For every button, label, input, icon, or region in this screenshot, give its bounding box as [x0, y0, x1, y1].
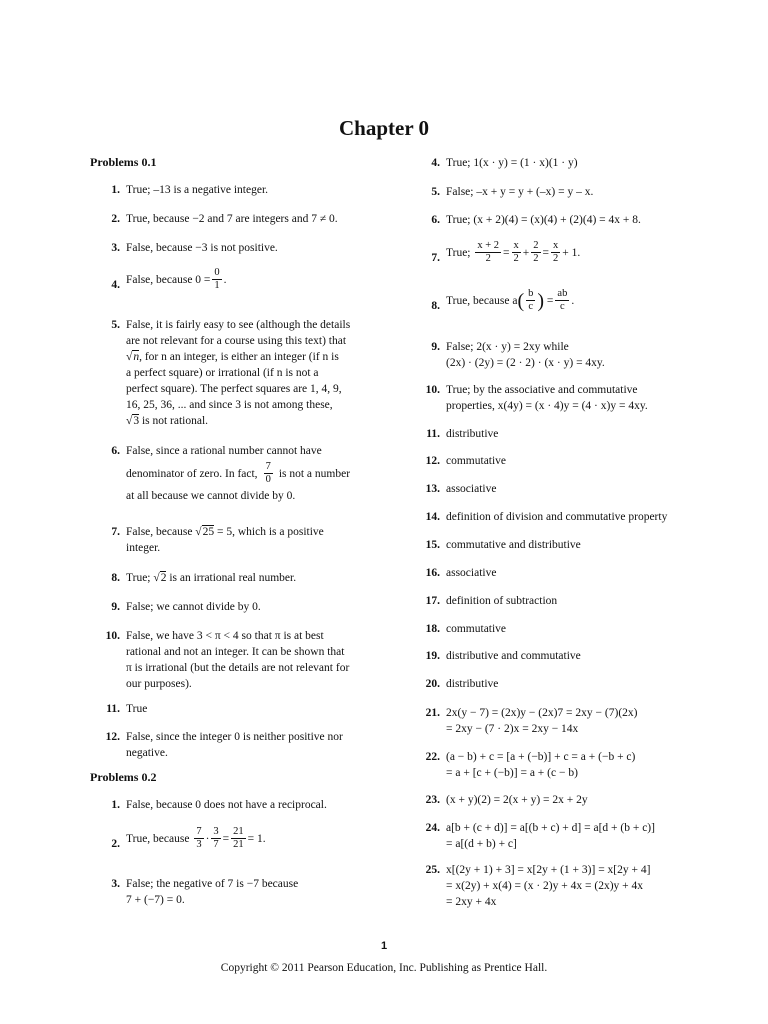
problem-number: 22.: [425, 751, 440, 763]
fraction: $\frac{x + 2}{2}$: [477, 240, 500, 264]
problem-number: 3.: [111, 878, 120, 890]
problem-text: True; √2 is an irrational real number.: [126, 572, 297, 584]
problem-number: 4.: [431, 157, 440, 169]
problem-text: (a − b) + c = [a + (−b)] + c = a + (−b + c) = a + [c + (−b)] = a + (c − b): [446, 751, 636, 779]
fraction: $\frac{7}{3}$: [196, 826, 202, 850]
problem-text: True; $\frac{x + 2}{2}$ = $\frac{x}{2}$ + $\frac{2}{2}$ = $\frac{x}{2}$ + 1.: [446, 240, 581, 264]
problem-text: definition of division and commutative property: [446, 511, 668, 523]
problem-text: True, because $\frac{7}{3}$ · $\frac{3}{7}$ = $\frac{21}{21}$ = 1.: [126, 826, 266, 850]
section-heading-0-2: Problems 0.2: [90, 770, 157, 784]
fraction: $\frac{2}{2}$: [533, 240, 539, 264]
problem-number: 10.: [105, 630, 120, 642]
problem-text: commutative: [446, 623, 507, 635]
problem-text: associative: [446, 483, 497, 495]
problem-number: 4.: [111, 279, 120, 291]
problem-number: 23.: [425, 794, 440, 806]
problem-text: False, because 0 =: [126, 273, 211, 286]
problem-text: definition of subtraction: [446, 595, 558, 607]
fraction: $\frac{x}{2}$: [553, 240, 559, 264]
problem-number: 11.: [426, 428, 440, 440]
problem-number: 8.: [431, 300, 440, 312]
problem-number: 24.: [425, 822, 440, 834]
chapter-title: Chapter 0: [338, 116, 430, 140]
problem-text: False, we have 3 < π < 4 so that π is at best rational and not an integer. It can be shown that π is irrational (but the details are not relevant for our purposes).: [126, 630, 350, 690]
problem-text: distributive and commutative: [446, 650, 581, 662]
problem-number: 5.: [111, 319, 120, 331]
problem-number: 15.: [425, 539, 440, 551]
problem-text: False; we cannot divide by 0.: [126, 601, 261, 613]
fraction: $\frac{0}{1}$: [214, 267, 220, 291]
problem-number: 2.: [111, 213, 120, 225]
problem-text: True; 1(x · y) = (1 · x)(1 · y): [446, 157, 578, 169]
problem-number: 21.: [425, 707, 440, 719]
fraction: $\frac{3}{7}$: [213, 826, 219, 850]
problem-number: 2.: [111, 838, 120, 850]
square-root: √2: [153, 572, 167, 584]
problem-number: 18.: [425, 623, 440, 635]
problem-number: 8.: [111, 572, 120, 584]
problem-number: 9.: [431, 341, 440, 353]
problem-number: 12.: [425, 455, 440, 467]
section-heading-0-1: Problems 0.1: [90, 155, 157, 169]
problem-text: a[b + (c + d)] = a[(b + c) + d] = a[d + (b + c)] = a[(d + b) + c]: [446, 822, 655, 850]
problem-text: True; (x + 2)(4) = (x)(4) + (2)(4) = 4x + 8.: [446, 214, 641, 226]
fraction: $\frac{b}{c}$: [528, 288, 534, 312]
problem-number: 12.: [105, 731, 120, 743]
problem-number: 5.: [431, 186, 440, 198]
problem-number: 11.: [106, 703, 120, 715]
problem-text: False; 2(x · y) = 2xy while (2x) · (2y) = (2 · 2) · (x · y) = 4xy.: [446, 341, 605, 369]
page-number: 1: [380, 940, 388, 952]
problem-number: 6.: [111, 445, 120, 457]
problem-text: False, it is fairly easy to see (although the details are not relevant for a course using this text) that √n, for n an integer, is either an integer (if n is a perfect square) or irrational (if n is not a perfect square). The perfect squares are 1, 4, 9, 16, 25, 36, ... and since 3 is not among these, √3 is not rational.: [126, 319, 351, 427]
problem-text: associative: [446, 567, 497, 579]
copyright-footer: Copyright © 2011 Pearson Education, Inc. Publishing as Prentice Hall.: [220, 962, 548, 974]
problem-text: 2x(y − 7) = (2x)y − (2x)7 = 2xy − (7)(2x) = 2xy − (7 · 2)x = 2xy − 14x: [446, 707, 638, 735]
problem-text: commutative: [446, 455, 507, 467]
problem-text: True: [126, 703, 148, 715]
fraction: $\frac{7}{0}$: [265, 461, 271, 485]
problem-text: True, because −2 and 7 are integers and 7 ≠ 0.: [126, 213, 338, 225]
problem-number: 1.: [111, 184, 120, 196]
problem-text: True; by the associative and commutative properties, x(4y) = (x · 4)y = (4 · x)y = 4xy.: [446, 384, 648, 412]
problem-text: False, because √25 = 5, which is a positive integer.: [126, 526, 324, 554]
problem-text: True, because a ( $\frac{b}{c}$ ) = $\frac{ab}{c}$ .: [446, 288, 575, 312]
problem-text: x[(2y + 1) + 3] = x[2y + (1 + 3)] = x[2y + 4] = x(2y) + x(4) = (x · 2)y + 4x = (2x)y + 4x = 2xy + 4x: [446, 864, 651, 908]
problem-text: commutative and distributive: [446, 539, 581, 551]
problem-number: 7.: [111, 526, 120, 538]
problem-text: distributive: [446, 678, 499, 690]
problem-number: 25.: [425, 864, 440, 876]
problem-number: 17.: [425, 595, 440, 607]
problem-number: 1.: [111, 799, 120, 811]
problem-text: False; the negative of 7 is −7 because 7 + (−7) = 0.: [126, 878, 299, 906]
problem-number: 14.: [425, 511, 440, 523]
problem-text: distributive: [446, 428, 499, 440]
square-root: √n: [126, 351, 140, 363]
problem-number: 16.: [425, 567, 440, 579]
problem-text: False, since a rational number cannot have denominator of zero. In fact, $\frac{7}{0}$ is not a number at all because we cannot divide by 0.: [126, 445, 351, 502]
square-root: √25: [195, 526, 215, 538]
fraction: $\frac{21}{21}$: [233, 826, 244, 850]
problem-number: 10.: [425, 384, 440, 396]
problem-number: 6.: [431, 214, 440, 226]
problem-number: 20.: [425, 678, 440, 690]
problem-text: False, since the integer 0 is neither positive nor negative.: [126, 731, 343, 759]
problem-number: 9.: [111, 601, 120, 613]
problem-number: 13.: [425, 483, 440, 495]
fraction: $\frac{ab}{c}$: [557, 288, 568, 312]
square-root: √3: [126, 415, 140, 427]
fraction: $\frac{x}{2}$: [513, 240, 519, 264]
problem-text: (x + y)(2) = 2(x + y) = 2x + 2y: [446, 794, 588, 806]
problem-number: 19.: [425, 650, 440, 662]
problem-number: 3.: [111, 242, 120, 254]
problem-text: False, because 0 does not have a reciprocal.: [126, 799, 327, 811]
problem-text: True; –13 is a negative integer.: [126, 184, 269, 196]
problem-text: False; –x + y = y + (–x) = y – x.: [446, 186, 594, 198]
problem-number: 7.: [431, 252, 440, 264]
problem-text: False, because −3 is not positive.: [126, 242, 278, 254]
